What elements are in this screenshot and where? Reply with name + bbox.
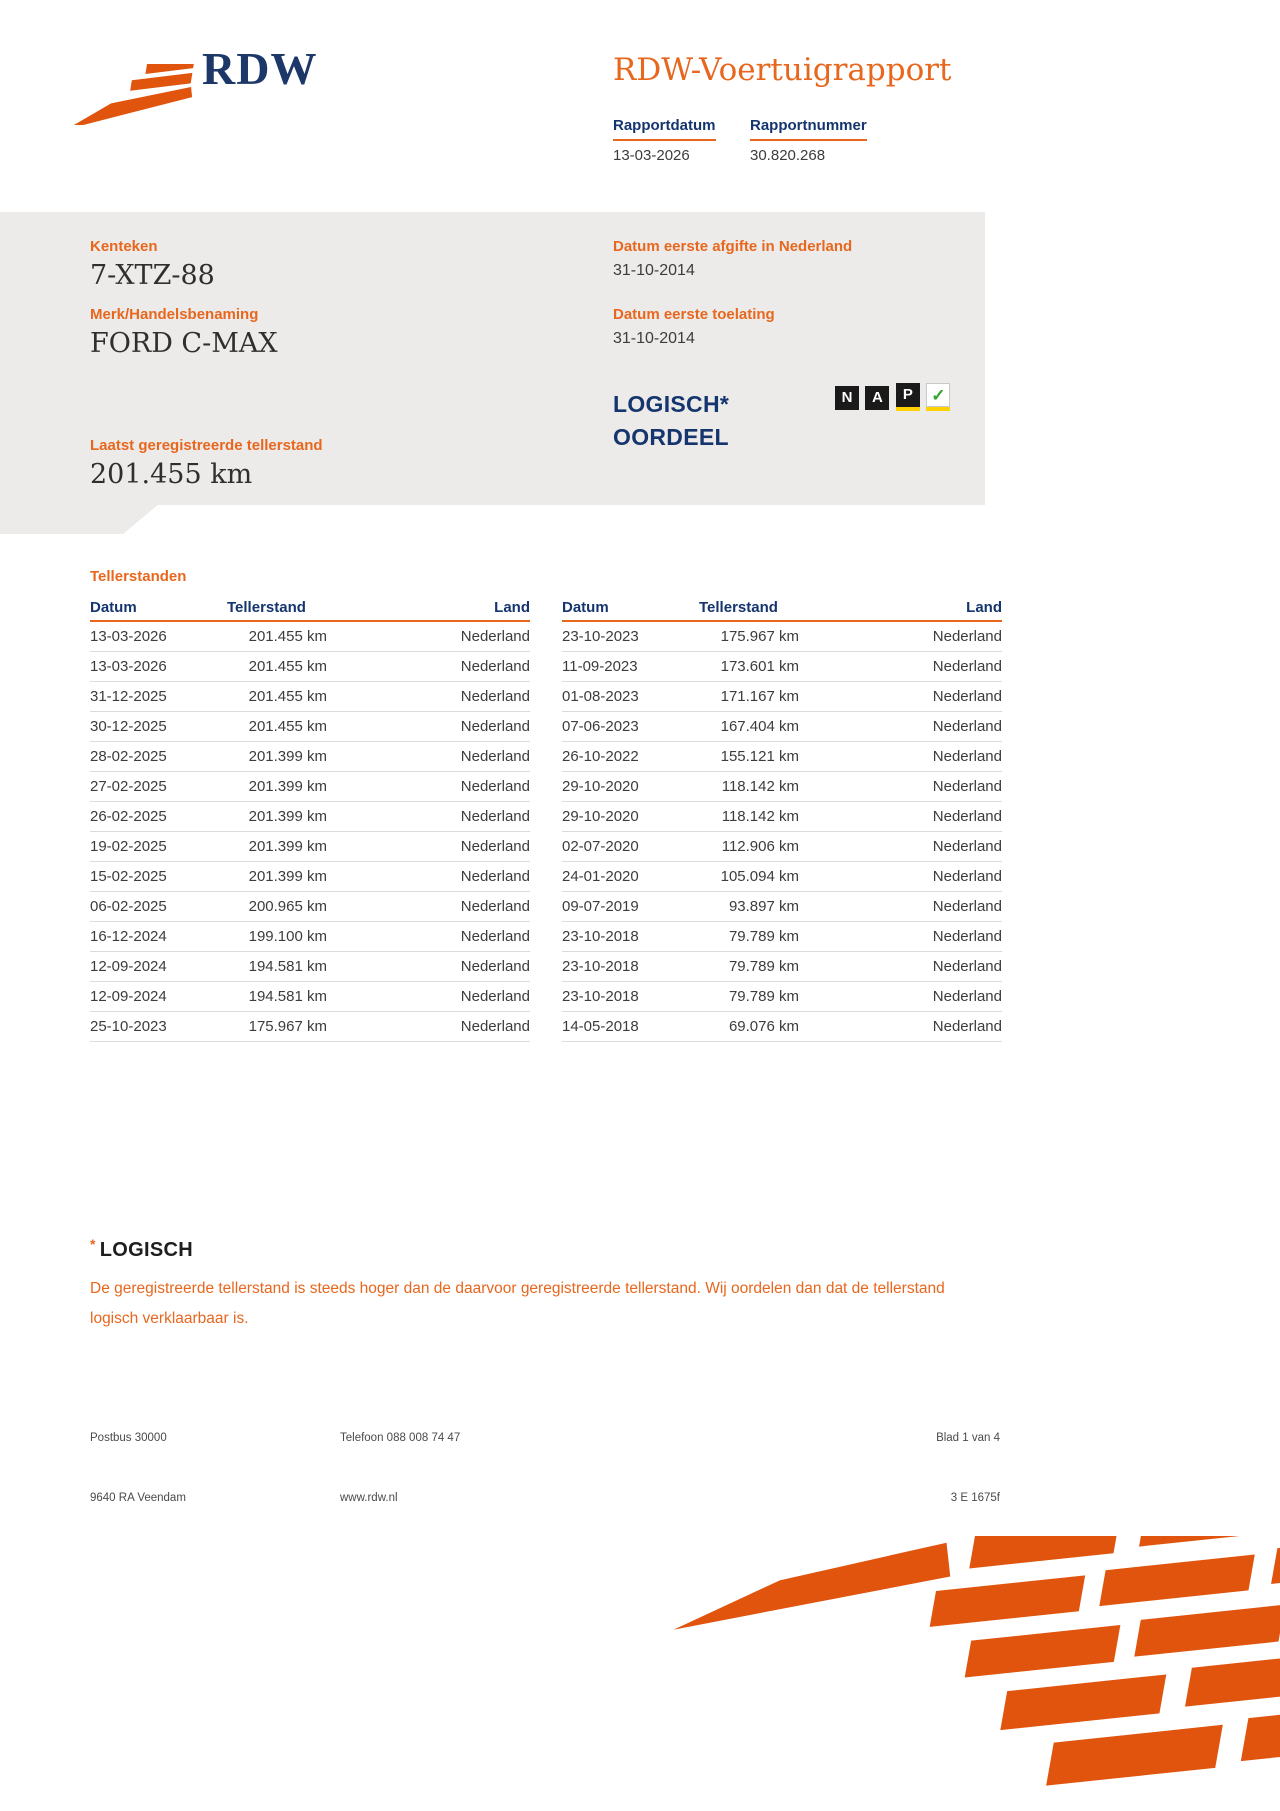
cell-land: Nederland xyxy=(460,838,530,855)
page-title: RDW-Voertuigrapport xyxy=(613,52,952,88)
cell-tellerstand: 201.399 km xyxy=(248,808,327,825)
table-row xyxy=(90,862,530,892)
cell-tellerstand: 201.455 km xyxy=(248,688,327,705)
cell-datum: 24-01-2020 xyxy=(562,868,639,885)
merk-value: FORD C-MAX xyxy=(90,328,278,359)
table-row xyxy=(562,682,1002,712)
cell-datum: 29-10-2020 xyxy=(562,778,639,795)
cell-land: Nederland xyxy=(932,988,1002,1005)
col-tellerstand: Tellerstand xyxy=(699,599,778,616)
cell-land: Nederland xyxy=(932,688,1002,705)
cell-land: Nederland xyxy=(460,898,530,915)
table-row xyxy=(90,1012,530,1042)
cell-tellerstand: 175.967 km xyxy=(720,628,799,645)
oordeel-line2: OORDEEL xyxy=(613,424,729,450)
rdw-flag-graphic xyxy=(640,1536,1280,1811)
rapportdatum-label: Rapportdatum xyxy=(613,117,716,141)
nap-logo xyxy=(835,386,952,410)
table-row xyxy=(562,652,1002,682)
cell-tellerstand: 201.399 km xyxy=(248,868,327,885)
cell-datum: 23-10-2018 xyxy=(562,958,639,975)
cell-tellerstand: 175.967 km xyxy=(248,1018,327,1035)
eerste-toelating-value: 31-10-2014 xyxy=(613,330,695,347)
logisch-note xyxy=(90,1236,970,1334)
nap-checkmark-icon: ✓ xyxy=(926,383,950,407)
rapportnummer-label: Rapportnummer xyxy=(750,117,867,141)
cell-datum: 15-02-2025 xyxy=(90,868,167,885)
cell-land: Nederland xyxy=(460,658,530,675)
cell-tellerstand: 79.789 km xyxy=(728,988,799,1005)
cell-tellerstand: 199.100 km xyxy=(248,928,327,945)
cell-tellerstand: 201.399 km xyxy=(248,778,327,795)
table-header xyxy=(90,594,530,622)
table-row xyxy=(562,832,1002,862)
cell-land: Nederland xyxy=(460,628,530,645)
oordeel-line1: LOGISCH* xyxy=(613,391,730,417)
tellerstanden-table-right xyxy=(562,594,1002,1042)
table-row xyxy=(90,892,530,922)
cell-land: Nederland xyxy=(460,1018,530,1035)
merk-label: Merk/Handelsbenaming xyxy=(90,306,259,323)
footer-postbus: Postbus 30000 xyxy=(90,1432,167,1444)
table-row xyxy=(90,742,530,772)
cell-tellerstand: 201.399 km xyxy=(248,748,327,765)
cell-datum: 23-10-2018 xyxy=(562,928,639,945)
cell-land: Nederland xyxy=(932,898,1002,915)
table-row xyxy=(562,952,1002,982)
cell-land: Nederland xyxy=(932,838,1002,855)
table-row xyxy=(90,922,530,952)
cell-datum: 02-07-2020 xyxy=(562,838,639,855)
table-row xyxy=(90,772,530,802)
cell-tellerstand: 79.789 km xyxy=(728,928,799,945)
cell-datum: 19-02-2025 xyxy=(90,838,167,855)
cell-land: Nederland xyxy=(932,748,1002,765)
cell-land: Nederland xyxy=(460,718,530,735)
cell-tellerstand: 93.897 km xyxy=(728,898,799,915)
footer-page-number: Blad 1 van 4 xyxy=(936,1432,1000,1444)
footer-form-code: 3 E 1675f xyxy=(950,1492,1000,1504)
cell-land: Nederland xyxy=(932,1018,1002,1035)
cell-tellerstand: 201.455 km xyxy=(248,628,327,645)
cell-tellerstand: 201.399 km xyxy=(248,838,327,855)
table-row xyxy=(562,622,1002,652)
cell-tellerstand: 171.167 km xyxy=(720,688,799,705)
col-datum: Datum xyxy=(90,599,137,616)
asterisk-marker: * xyxy=(90,1236,96,1252)
eerste-afgifte-value: 31-10-2014 xyxy=(613,262,695,279)
cell-tellerstand: 155.121 km xyxy=(720,748,799,765)
table-body xyxy=(90,622,530,1042)
table-row xyxy=(562,1012,1002,1042)
cell-land: Nederland xyxy=(460,778,530,795)
rapportnummer-value: 30.820.268 xyxy=(750,147,826,164)
cell-datum: 29-10-2020 xyxy=(562,808,639,825)
kenteken-label: Kenteken xyxy=(90,238,158,255)
logisch-title: LOGISCH xyxy=(99,1239,193,1261)
cell-datum: 23-10-2018 xyxy=(562,988,639,1005)
cell-land: Nederland xyxy=(460,868,530,885)
table-row xyxy=(90,802,530,832)
cell-datum: 23-10-2023 xyxy=(562,628,639,645)
cell-tellerstand: 194.581 km xyxy=(248,958,327,975)
cell-land: Nederland xyxy=(932,658,1002,675)
eerste-toelating-label: Datum eerste toelating xyxy=(613,306,775,323)
cell-datum: 14-05-2018 xyxy=(562,1018,639,1035)
cell-land: Nederland xyxy=(932,718,1002,735)
table-row xyxy=(562,862,1002,892)
cell-datum: 11-09-2023 xyxy=(562,658,638,675)
cell-land: Nederland xyxy=(932,628,1002,645)
cell-datum: 30-12-2025 xyxy=(90,718,167,735)
table-row xyxy=(562,922,1002,952)
rdw-logo-swoosh-icon xyxy=(55,64,205,125)
tellerstanden-table-left xyxy=(90,594,530,1042)
table-row xyxy=(562,982,1002,1012)
table-row xyxy=(90,952,530,982)
table-row xyxy=(90,622,530,652)
footer-website: www.rdw.nl xyxy=(340,1492,398,1504)
footer-city: 9640 RA Veendam xyxy=(90,1492,186,1504)
cell-land: Nederland xyxy=(460,688,530,705)
cell-tellerstand: 167.404 km xyxy=(720,718,799,735)
cell-datum: 07-06-2023 xyxy=(562,718,639,735)
nap-letter-p: P xyxy=(896,383,920,407)
footer-phone: Telefoon 088 008 74 47 xyxy=(340,1432,461,1444)
cell-land: Nederland xyxy=(460,748,530,765)
cell-datum: 12-09-2024 xyxy=(90,988,167,1005)
cell-tellerstand: 201.455 km xyxy=(248,658,327,675)
cell-tellerstand: 69.076 km xyxy=(728,1018,799,1035)
laatste-tellerstand-label: Laatst geregistreerde tellerstand xyxy=(90,437,323,454)
cell-land: Nederland xyxy=(460,928,530,945)
kenteken-value: 7-XTZ-88 xyxy=(90,260,215,291)
cell-datum: 13-03-2026 xyxy=(90,628,167,645)
cell-datum: 09-07-2019 xyxy=(562,898,639,915)
table-header xyxy=(562,594,1002,622)
cell-datum: 25-10-2023 xyxy=(90,1018,167,1035)
cell-datum: 28-02-2025 xyxy=(90,748,167,765)
cell-land: Nederland xyxy=(460,808,530,825)
table-row xyxy=(562,892,1002,922)
table-row xyxy=(90,652,530,682)
cell-datum: 26-02-2025 xyxy=(90,808,167,825)
eerste-afgifte-label: Datum eerste afgifte in Nederland xyxy=(613,238,853,255)
tellerstanden-section-title: Tellerstanden xyxy=(90,568,187,585)
cell-datum: 06-02-2025 xyxy=(90,898,167,915)
cell-land: Nederland xyxy=(932,868,1002,885)
col-datum: Datum xyxy=(562,599,609,616)
nap-letter-n: N xyxy=(835,386,859,410)
logisch-heading xyxy=(90,1236,970,1262)
rapportdatum-value: 13-03-2026 xyxy=(613,147,690,164)
nap-letter-a: A xyxy=(865,386,889,410)
cell-datum: 16-12-2024 xyxy=(90,928,167,945)
cell-tellerstand: 194.581 km xyxy=(248,988,327,1005)
table-row xyxy=(90,982,530,1012)
table-row xyxy=(562,712,1002,742)
table-row xyxy=(562,772,1002,802)
cell-tellerstand: 112.906 km xyxy=(721,838,799,855)
cell-land: Nederland xyxy=(460,988,530,1005)
table-row xyxy=(562,742,1002,772)
rdw-logo-text: RDW xyxy=(202,43,318,94)
cell-datum: 12-09-2024 xyxy=(90,958,167,975)
table-row xyxy=(90,712,530,742)
logisch-body-text: De geregistreerde tellerstand is steeds hoger dan de daarvoor geregistreerde tellerstand. Wij oordelen dan dat de tellerstand logisch verklaarbaar is. xyxy=(90,1280,945,1327)
cell-land: Nederland xyxy=(460,958,530,975)
cell-tellerstand: 105.094 km xyxy=(720,868,799,885)
table-row xyxy=(562,802,1002,832)
cell-datum: 27-02-2025 xyxy=(90,778,167,795)
laatste-tellerstand-value: 201.455 km xyxy=(90,459,253,490)
col-land: Land xyxy=(966,599,1002,616)
table-row xyxy=(90,682,530,712)
cell-datum: 13-03-2026 xyxy=(90,658,167,675)
cell-datum: 01-08-2023 xyxy=(562,688,639,705)
col-tellerstand: Tellerstand xyxy=(227,599,306,616)
cell-tellerstand: 201.455 km xyxy=(248,718,327,735)
cell-datum: 31-12-2025 xyxy=(90,688,167,705)
cell-tellerstand: 118.142 km xyxy=(721,808,799,825)
cell-tellerstand: 79.789 km xyxy=(728,958,799,975)
table-body xyxy=(562,622,1002,1042)
cell-datum: 26-10-2022 xyxy=(562,748,639,765)
cell-land: Nederland xyxy=(932,928,1002,945)
cell-tellerstand: 200.965 km xyxy=(248,898,327,915)
cell-land: Nederland xyxy=(932,808,1002,825)
cell-tellerstand: 118.142 km xyxy=(721,778,799,795)
cell-tellerstand: 173.601 km xyxy=(720,658,799,675)
table-row xyxy=(90,832,530,862)
col-land: Land xyxy=(494,599,530,616)
cell-land: Nederland xyxy=(932,958,1002,975)
oordeel-verdict xyxy=(613,388,729,454)
cell-land: Nederland xyxy=(932,778,1002,795)
